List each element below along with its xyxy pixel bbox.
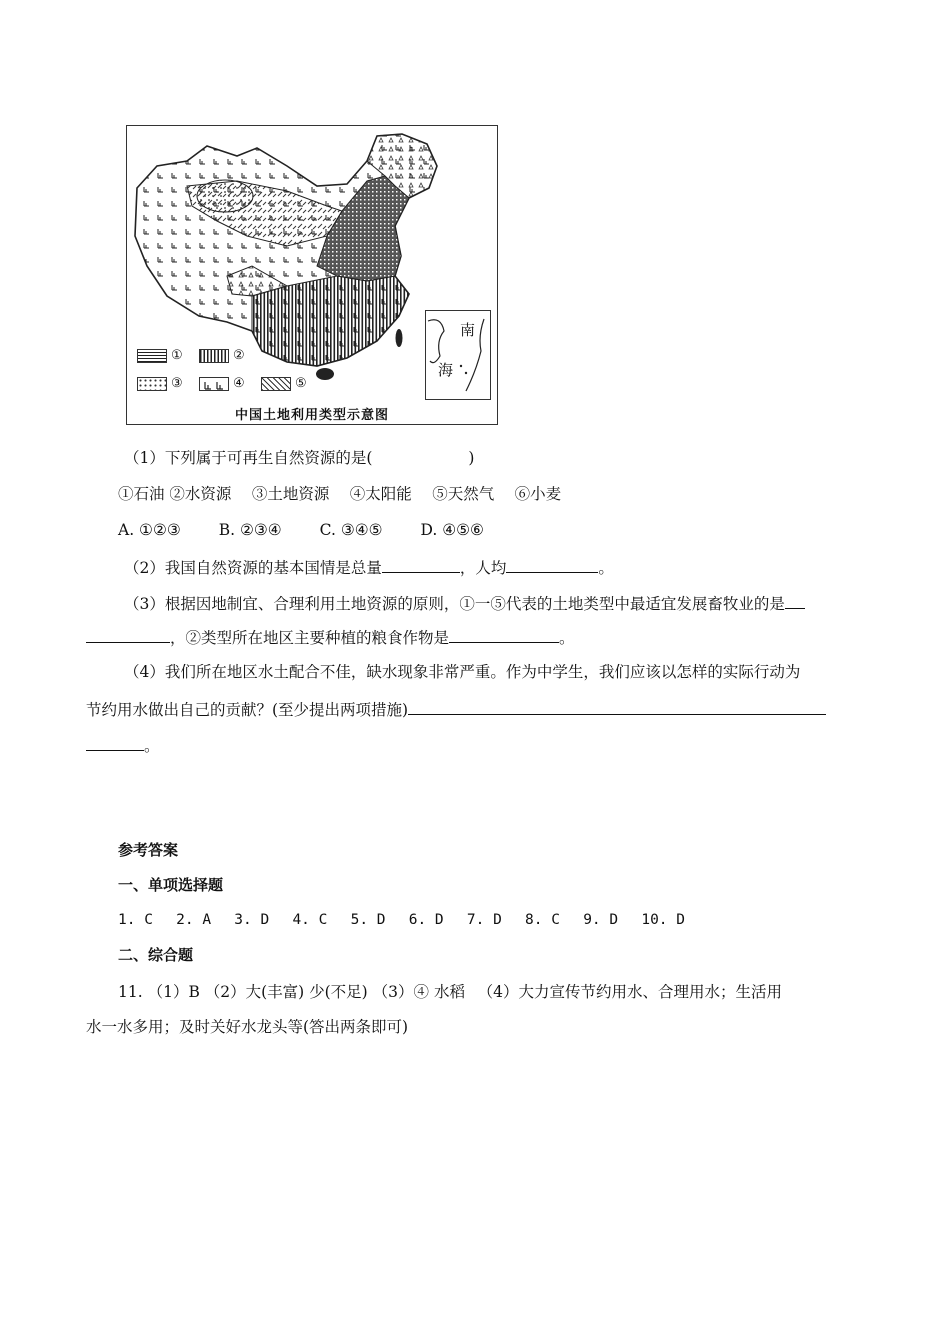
answers-section-2-line-1: 11. （1）B （2）大(丰富) 少(不足) （3）④ 水稻 （4）大力宣传节约用水、合理用水；生活用 [118,983,782,1001]
map-caption: 中国土地利用类型示意图 [234,408,389,423]
south-china-sea-inset [425,310,491,400]
question-3-line-2: ，②类型所在地区主要种植的粮食作物是 。 [86,626,575,648]
inset-label-nan: 南 [460,321,476,339]
answer-blank[interactable] [408,698,826,715]
question-1-choices [118,520,484,540]
question-2: （2）我国自然资源的基本国情是总量 ，人均 。 [124,556,614,578]
answers-section-1-list: 1. C 2. A 3. D 4. C 5. D 6. D 7. D 8. C 9. D 10. D [118,912,685,928]
legend-item-1: ① [137,348,183,363]
legend-item-5: ⑤ [261,376,307,391]
pattern-dots-icon [137,377,167,391]
pattern-grid-icon [137,349,167,363]
answer-blank[interactable] [86,734,144,751]
answer-blank[interactable] [785,592,805,609]
legend-item-4: ④ [199,376,245,391]
land-use-map-figure [126,125,498,425]
answer-blank[interactable] [449,626,559,643]
question-4-line-2: 节约用水做出自己的贡献？(至少提出两项措施) [86,698,826,720]
question-4-line-3: 。 [86,734,160,756]
legend-item-3: ③ [137,376,183,391]
answers-section-2-title: 二、综合题 [118,946,194,964]
map-legend [137,348,327,400]
answers-section-2-line-2: 水一水多用；及时关好水龙头等(答出两条即可) [86,1018,409,1036]
question-1-stem: （1）下列属于可再生自然资源的是( ) [124,449,475,467]
question-4-line-1: （4）我们所在地区水土配合不佳，缺水现象非常严重。作为中学生，我们应该以怎样的实际行动为 [124,663,801,681]
answer-blank[interactable] [86,626,170,643]
pattern-stripes-icon [199,349,229,363]
pattern-grass-icon [199,377,229,391]
pattern-hatch-icon [261,377,291,391]
choice-d: D. ④⑤⑥ [420,521,484,539]
choice-a: A. ①②③ [118,521,181,539]
choice-c: C. ③④⑤ [319,521,383,539]
answer-blank[interactable] [506,556,598,573]
inset-coastline [426,311,487,396]
question-1-options: ①石油 ②水资源 ③土地资源 ④太阳能 ⑤天然气 ⑥小麦 [118,485,562,503]
answers-heading: 参考答案 [118,841,179,859]
question-3-line-1: （3）根据因地制宜、合理利用土地资源的原则，①一⑤代表的土地类型中最适宜发展畜牧业的是 [124,592,805,614]
choice-b: B. ②③④ [218,521,282,539]
inset-label-hai: 海 [438,361,454,379]
answer-blank[interactable] [382,556,460,573]
legend-item-2: ② [199,348,245,363]
answers-section-1-title: 一、单项选择题 [118,876,224,894]
